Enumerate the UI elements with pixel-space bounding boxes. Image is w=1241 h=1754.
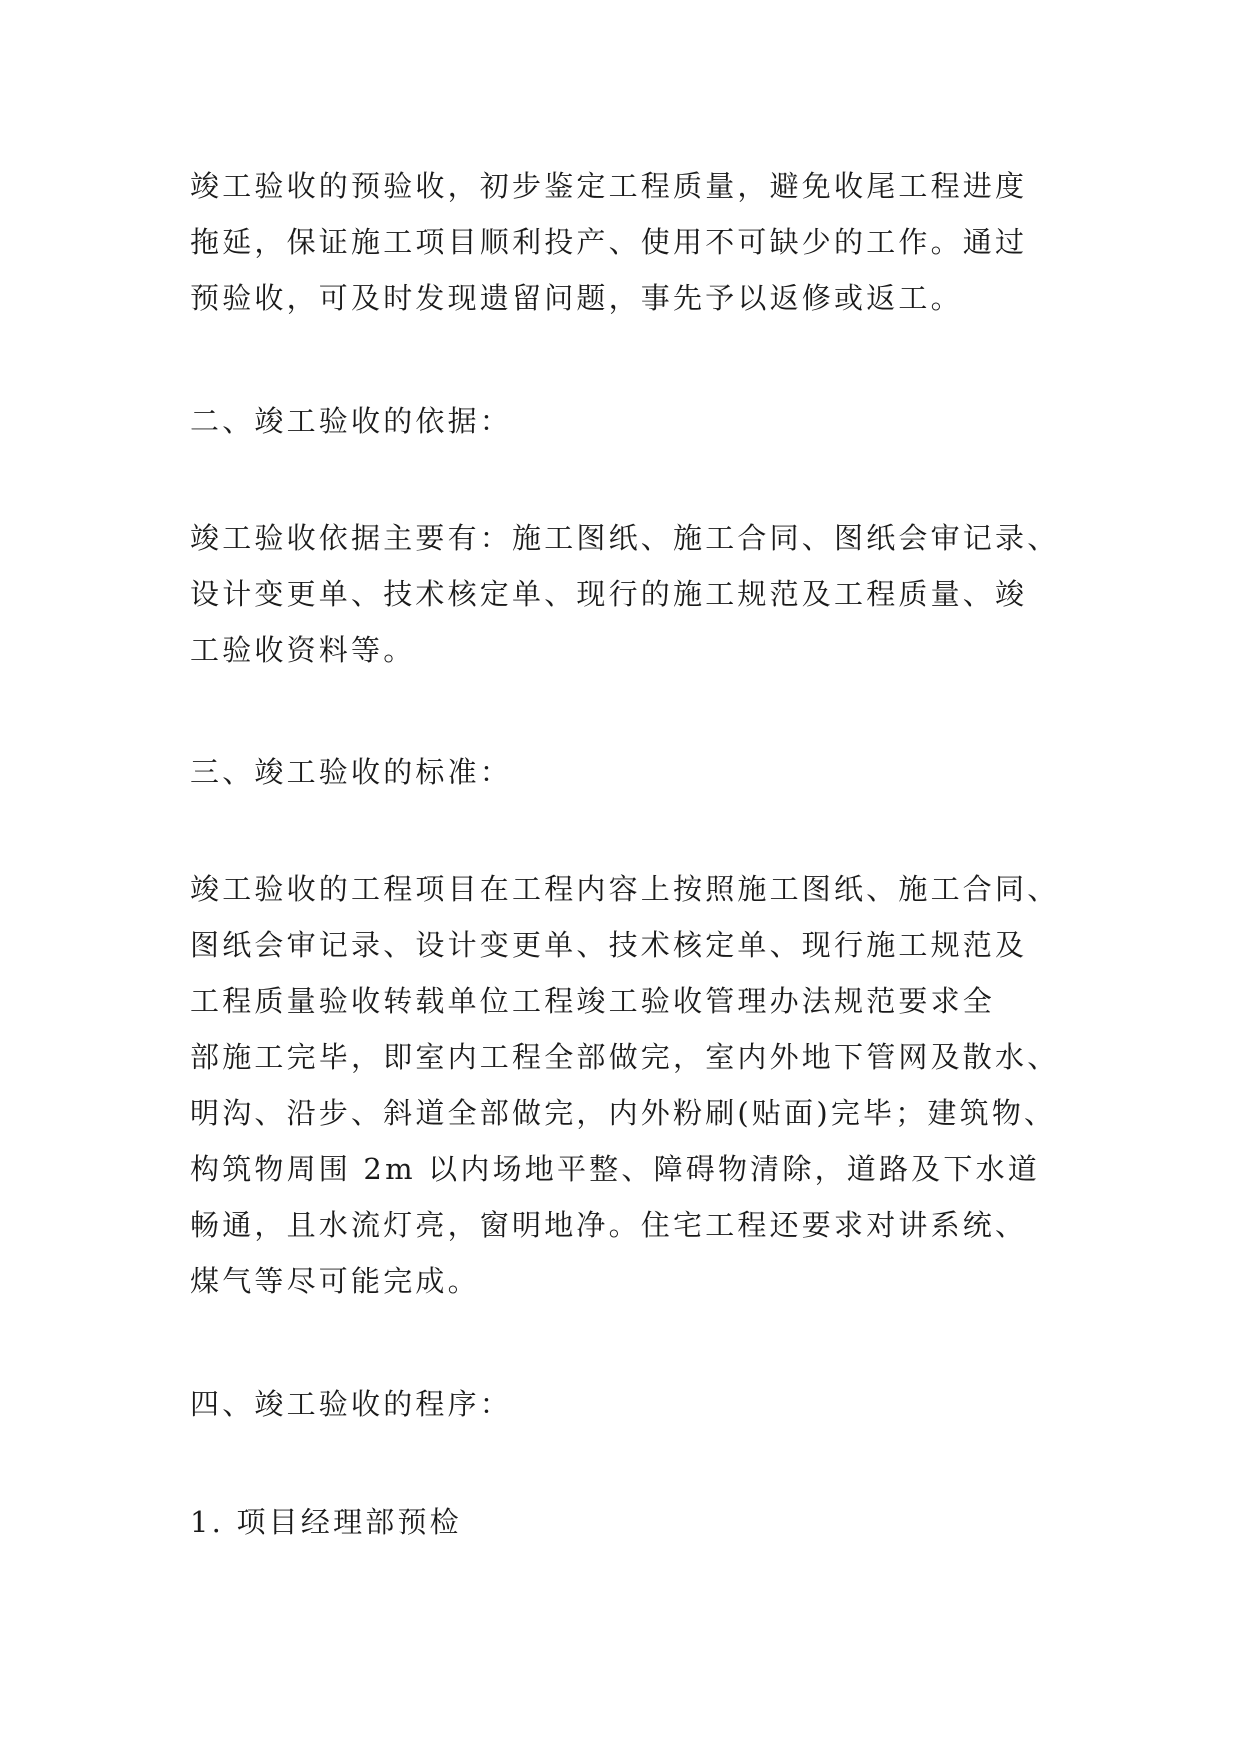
standard-line-8: 煤气等尽可能完成。	[190, 1264, 480, 1298]
standard-line-4: 部施工完毕，即室内工程全部做完，室内外地下管网及散水、	[190, 1040, 1060, 1074]
standard-line-7: 畅通，且水流灯亮，窗明地净。住宅工程还要求对讲系统、	[190, 1208, 1028, 1242]
section-heading-standard: 三、竣工验收的标准：	[190, 755, 513, 789]
section-heading-procedure: 四、竣工验收的程序：	[190, 1387, 513, 1421]
standard-line-2: 图纸会审记录、设计变更单、技术核定单、现行施工规范及	[190, 928, 1028, 962]
basis-line-3: 工验收资料等。	[190, 633, 416, 667]
basis-line-2: 设计变更单、技术核定单、现行的施工规范及工程质量、竣	[190, 577, 1028, 611]
list-item-1: 1. 项目经理部预检	[190, 1505, 462, 1539]
intro-line-1: 竣工验收的预验收，初步鉴定工程质量，避免收尾工程进度	[190, 169, 1028, 203]
intro-line-2: 拖延，保证施工项目顺利投产、使用不可缺少的工作。通过	[190, 225, 1028, 259]
basis-line-1: 竣工验收依据主要有：施工图纸、施工合同、图纸会审记录、	[190, 521, 1060, 555]
section-heading-basis: 二、竣工验收的依据：	[190, 404, 513, 438]
standard-line-1: 竣工验收的工程项目在工程内容上按照施工图纸、施工合同、	[190, 872, 1060, 906]
standard-line-3: 工程质量验收转载单位工程竣工验收管理办法规范要求全	[190, 984, 996, 1018]
intro-line-3: 预验收，可及时发现遗留问题，事先予以返修或返工。	[190, 281, 963, 315]
standard-line-5: 明沟、沿步、斜道全部做完，内外粉刷(贴面)完毕；建筑物、	[190, 1096, 1057, 1130]
standard-line-6: 构筑物周围 2m 以内场地平整、障碍物清除，道路及下水道	[190, 1152, 1040, 1186]
